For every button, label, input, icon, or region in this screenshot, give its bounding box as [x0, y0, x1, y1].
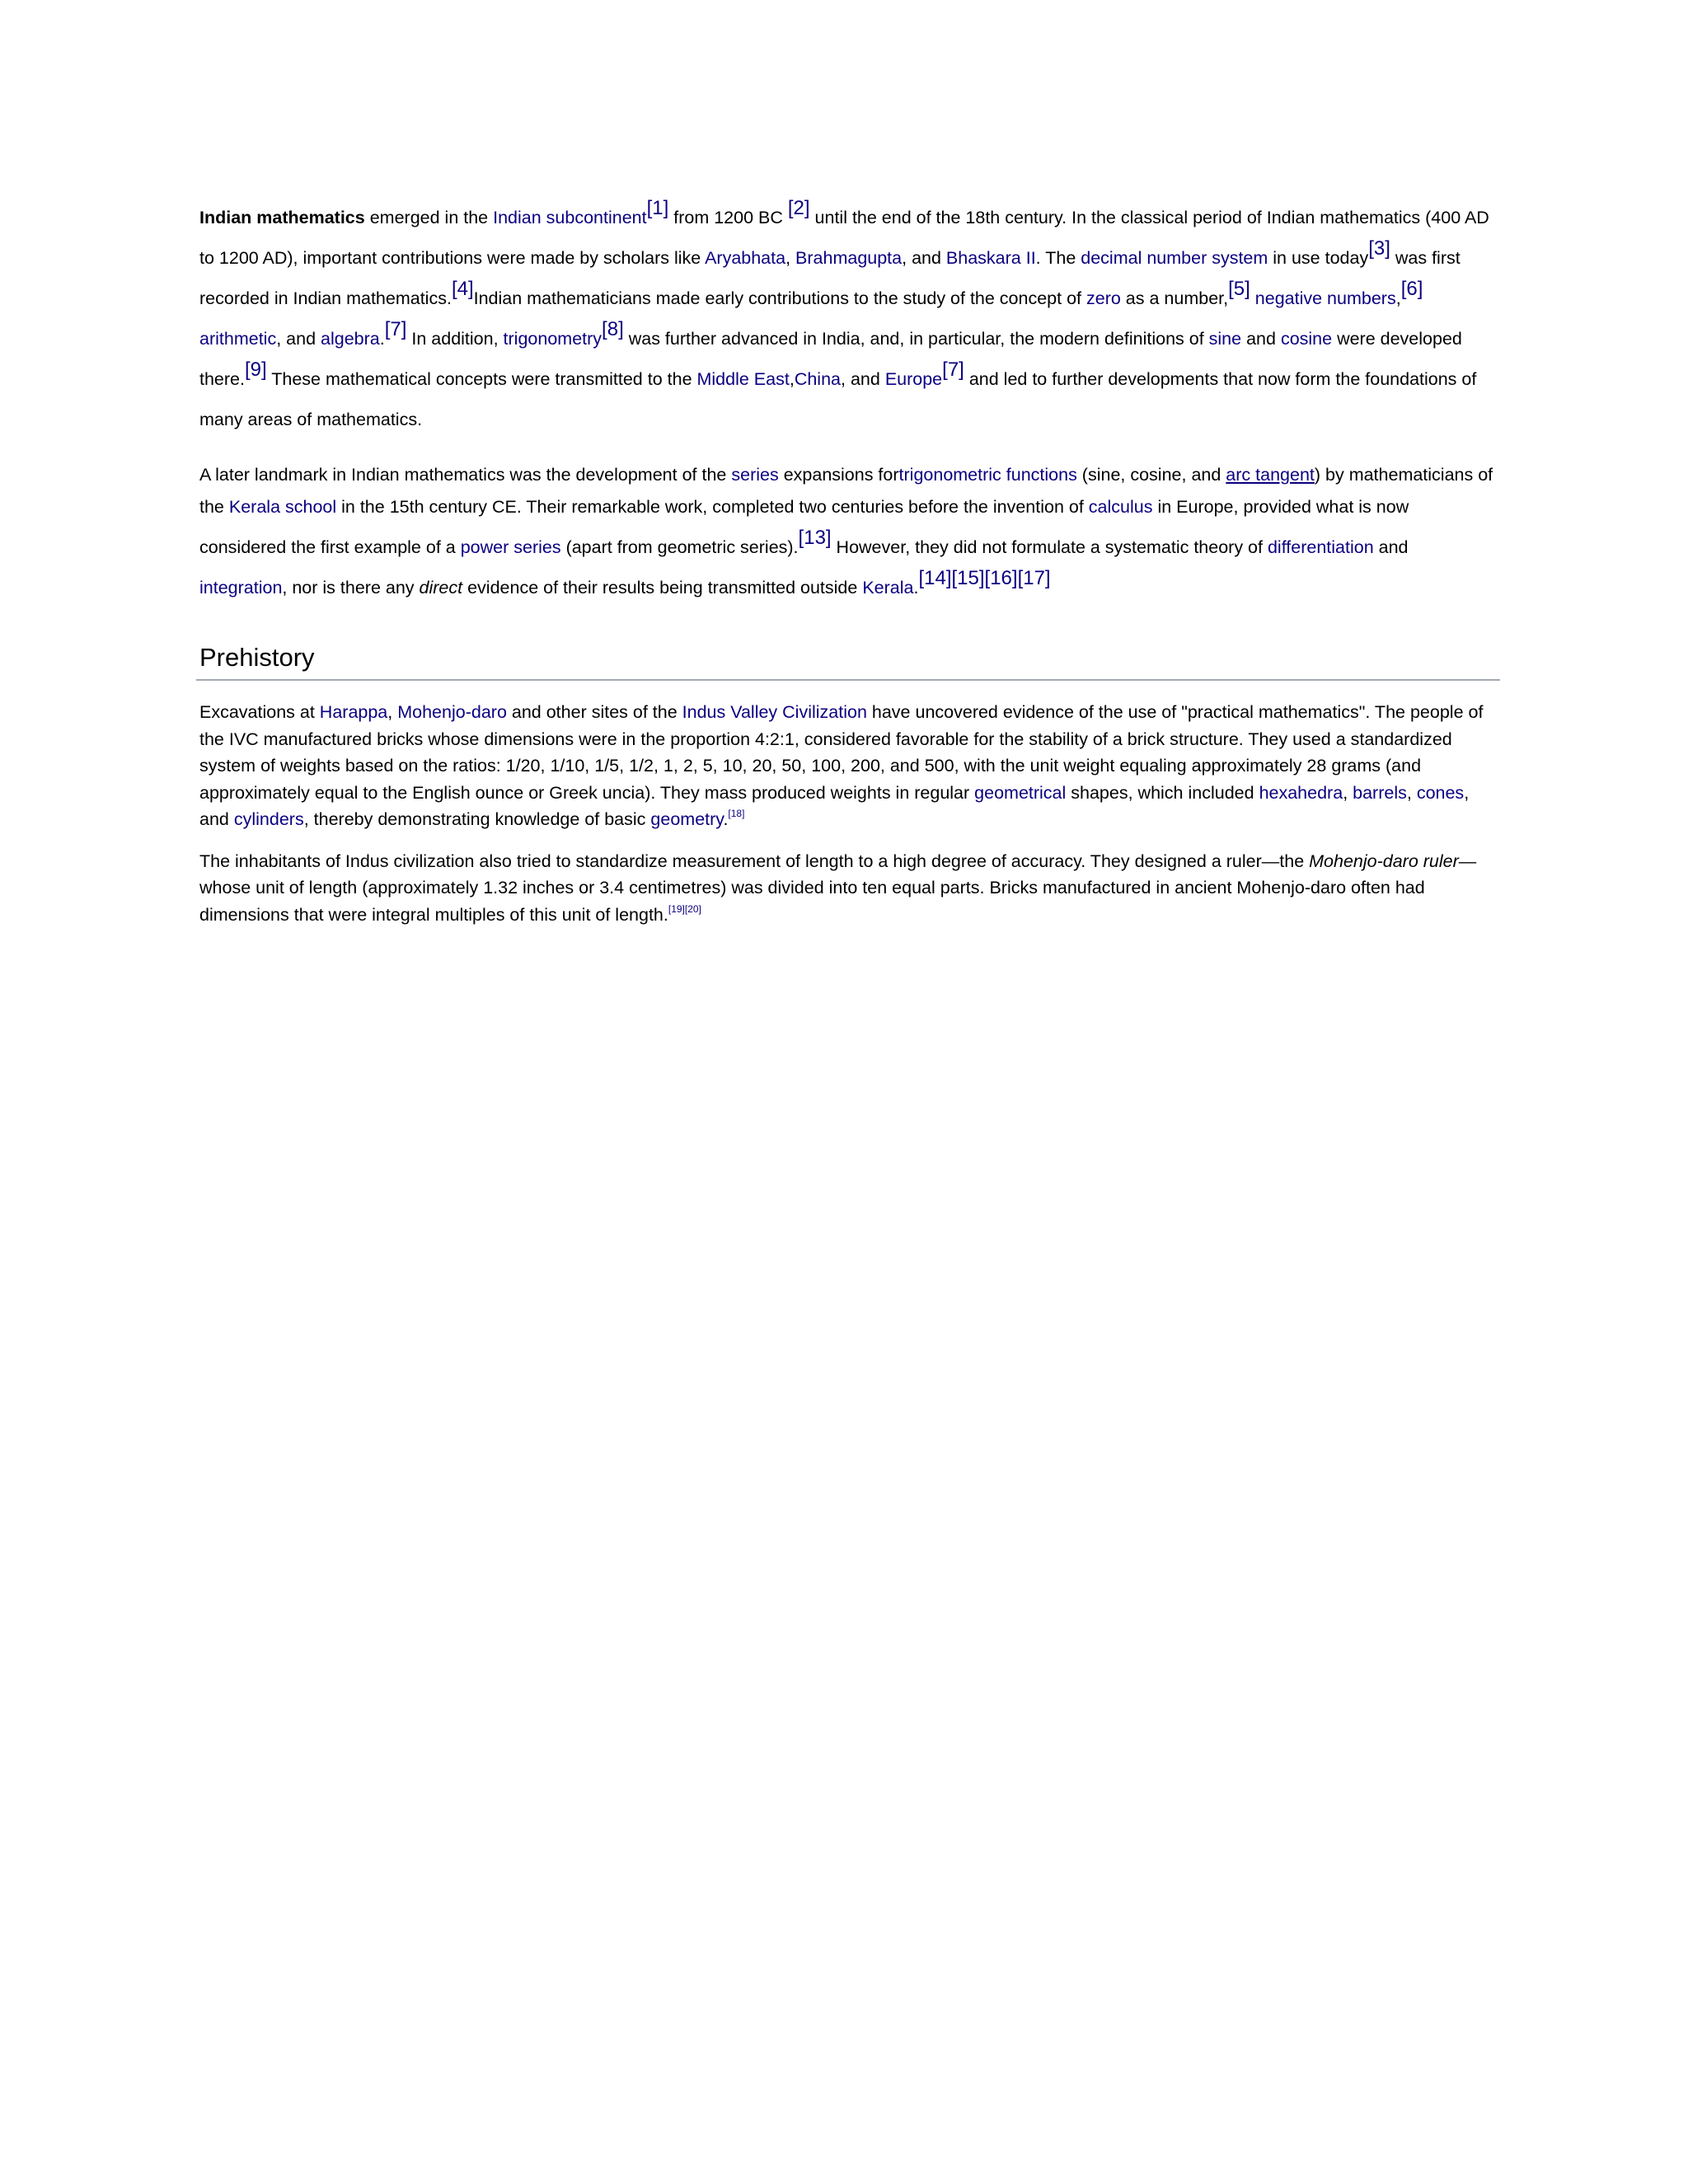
text: until the end of the 18th century. In the classical period of Indian mathematics (400 AD to 1200 AD), important contributions were made by scholars like: [199, 208, 1489, 268]
text: was further advanced in India, and, in particular, the modern definitions of: [623, 329, 1209, 349]
text: However, they did not formulate a systematic theory of: [831, 537, 1268, 557]
text: and: [1241, 329, 1281, 349]
citation-14-17[interactable]: [14][15][16][17]: [918, 567, 1051, 589]
text: . The: [1035, 248, 1081, 268]
link-brahmagupta[interactable]: Brahmagupta: [795, 248, 903, 268]
text: shapes, which included: [1066, 782, 1259, 803]
text: ) by mathematicians of the: [199, 465, 1493, 517]
article-subject: Indian mathematics: [199, 208, 365, 227]
citation-5[interactable]: [5]: [1228, 278, 1250, 300]
citation-1[interactable]: [1]: [646, 197, 669, 219]
link-aryabhata[interactable]: Aryabhata: [705, 248, 786, 268]
text: in Europe, provided what is now considered the first example of a: [199, 497, 1409, 557]
citation-8[interactable]: [8]: [602, 318, 624, 340]
link-power-series[interactable]: power series: [460, 537, 561, 557]
link-integration[interactable]: integration: [199, 578, 283, 598]
link-zero[interactable]: zero: [1086, 288, 1121, 308]
link-cosine[interactable]: cosine: [1280, 329, 1333, 349]
link-arc-tangent[interactable]: arc tangent: [1226, 465, 1315, 485]
citation-7[interactable]: [7]: [384, 318, 407, 340]
text: , and: [902, 248, 946, 268]
text: emerged in the: [364, 208, 494, 227]
link-indus-valley-civilization[interactable]: Indus Valley Civilization: [682, 702, 867, 722]
text: , and: [199, 782, 1470, 829]
link-trigonometric-functions[interactable]: trigonometric functions: [898, 465, 1077, 485]
link-sine[interactable]: sine: [1208, 329, 1242, 349]
text: ,: [785, 248, 796, 268]
citation-18[interactable]: [18]: [728, 808, 745, 819]
citation-9[interactable]: [9]: [244, 359, 267, 381]
citation-6[interactable]: [6]: [1400, 278, 1423, 300]
text: from 1200 BC: [668, 208, 788, 227]
text: ,: [1406, 782, 1417, 803]
intro-paragraph-2: [199, 463, 1498, 608]
text: , and: [841, 369, 885, 389]
text: ,: [1343, 782, 1353, 803]
text: .: [723, 809, 729, 829]
text: , thereby demonstrating knowledge of basic: [303, 809, 651, 829]
text: The inhabitants of Indus civilization also tried to standardize measurement of length to a high degree of accuracy. They designed a ruler—the: [199, 851, 1310, 871]
link-mohenjo-daro[interactable]: Mohenjo-daro: [397, 702, 507, 722]
text: have uncovered evidence of the use of "practical mathematics". The people of the IVC manufactured bricks whose dimensions were in the proportion 4:2:1, considered favorable for the stability of a brick structure. They used a standardized system of weights based on the ratios: 1/20, 1/10, 1/5, 1/2, 1, 2, 5, 10, 20, 50, 100, 200, and 500, with the unit weight equaling approximately 28 grams (and approximately equal to the English ounce or Greek uncia). They mass produced weights in regular: [199, 702, 1484, 803]
text: ,: [1395, 288, 1401, 308]
link-differentiation[interactable]: differentiation: [1267, 537, 1374, 557]
link-harappa[interactable]: Harappa: [319, 702, 388, 722]
section-heading-prehistory: Prehistory: [196, 641, 1500, 681]
link-geometry[interactable]: geometry: [650, 809, 724, 829]
article-content: [199, 198, 1498, 928]
text: , and: [276, 329, 321, 349]
text: (apart from geometric series).: [560, 537, 799, 557]
text: and: [1373, 537, 1409, 557]
link-indian-subcontinent[interactable]: Indian subcontinent: [493, 208, 647, 227]
citation-4[interactable]: [4]: [451, 278, 474, 300]
text: in the 15th century CE. Their remarkable work, completed two centuries before the invention of: [336, 497, 1089, 517]
text: as a number,: [1120, 288, 1229, 308]
text: was first recorded in Indian mathematics.: [199, 248, 1461, 308]
link-europe[interactable]: Europe: [884, 369, 943, 389]
text: in use today: [1268, 248, 1369, 268]
text: expansions for: [778, 465, 899, 485]
citation-2[interactable]: [2]: [787, 197, 810, 219]
text: Indian mathematicians made early contributions to the study of the concept of: [473, 288, 1086, 308]
text: , nor is there any: [282, 578, 420, 598]
link-hexahedra[interactable]: hexahedra: [1259, 782, 1343, 803]
link-trigonometry[interactable]: trigonometry: [503, 329, 603, 349]
link-decimal-number-system[interactable]: decimal number system: [1081, 248, 1268, 268]
link-algebra[interactable]: algebra: [321, 329, 380, 349]
link-kerala-school[interactable]: Kerala school: [228, 497, 337, 517]
text: evidence of their results being transmitted outside: [462, 578, 863, 598]
link-barrels[interactable]: barrels: [1353, 782, 1407, 803]
text: These mathematical concepts were transmitted to the: [266, 369, 697, 389]
citation-7-repeat[interactable]: [7]: [942, 359, 964, 381]
text: ,: [789, 369, 795, 389]
citation-19-20[interactable]: [19][20]: [668, 902, 701, 915]
citation-13[interactable]: [13]: [798, 527, 832, 549]
text: —whose unit of length (approximately 1.32 inches or 3.4 centimetres) was divided into ten equal parts. Bricks manufactured in ancient Mohenjo-daro often had dimensions that were integral multiples of this unit of length.: [199, 851, 1477, 925]
link-middle-east[interactable]: Middle East: [696, 369, 790, 389]
text: In addition,: [406, 329, 504, 349]
text: .: [913, 578, 919, 598]
text: A later landmark in Indian mathematics was the development of the: [199, 465, 732, 485]
link-series[interactable]: series: [731, 465, 779, 485]
link-cones[interactable]: cones: [1416, 782, 1465, 803]
link-china[interactable]: China: [794, 369, 842, 389]
prehistory-paragraph-2: [199, 848, 1498, 929]
link-cylinders[interactable]: cylinders: [233, 809, 304, 829]
text: and other sites of the: [506, 702, 682, 722]
text: Excavations at: [199, 702, 320, 722]
prehistory-paragraph-1: [199, 699, 1498, 833]
link-negative-numbers[interactable]: negative numbers: [1254, 288, 1396, 308]
link-geometrical[interactable]: geometrical: [974, 782, 1067, 803]
text: .: [379, 329, 385, 349]
link-kerala[interactable]: Kerala: [862, 578, 914, 598]
link-calculus[interactable]: calculus: [1088, 497, 1153, 517]
emphasis-mohenjo-daro-ruler: Mohenjo-daro ruler: [1309, 851, 1459, 871]
link-bhaskara-ii[interactable]: Bhaskara II: [945, 248, 1036, 268]
citation-3[interactable]: [3]: [1368, 237, 1390, 260]
text: and led to further developments that now form the foundations of many areas of mathematics.: [199, 369, 1477, 429]
intro-paragraph-1: [199, 198, 1498, 440]
text: (sine, cosine, and: [1076, 465, 1226, 485]
text: were developed there.: [199, 329, 1462, 389]
emphasis-direct: direct: [419, 578, 463, 598]
link-arithmetic[interactable]: arithmetic: [199, 329, 277, 349]
text: ,: [387, 702, 398, 722]
